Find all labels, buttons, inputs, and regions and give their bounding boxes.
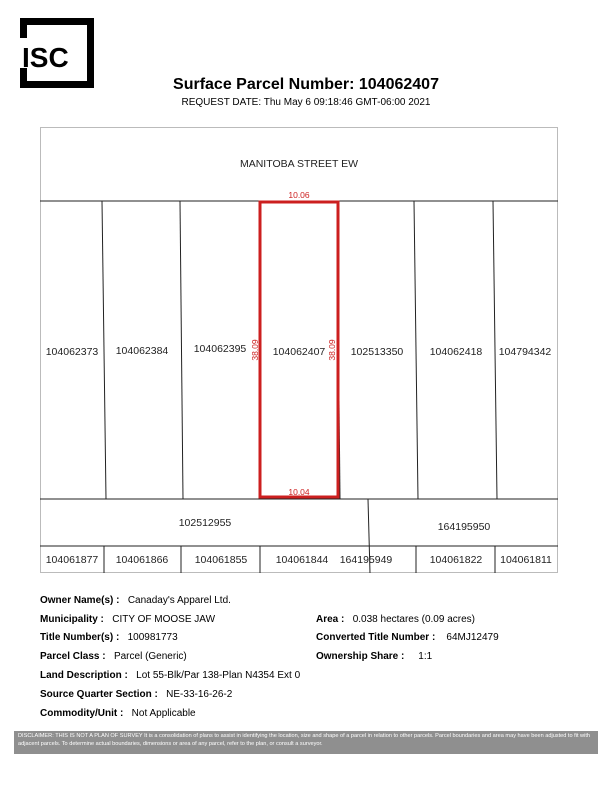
parcel-label[interactable]: 104794342 (498, 346, 552, 358)
area-label: Area : (316, 614, 345, 625)
parcel-label[interactable]: 104061811 (500, 554, 552, 566)
logo-text: ISC (22, 42, 69, 73)
ownership-share-label: Ownership Share : (316, 651, 405, 662)
title-number-value: 100981773 (127, 632, 178, 643)
request-date: REQUEST DATE: Thu May 6 09:18:46 GMT-06:00 2021 (181, 97, 431, 108)
title-number-label: Title Number(s) : (40, 632, 120, 643)
dimension-left: 38.09 (250, 339, 260, 361)
parcel-label[interactable]: 104062373 (45, 346, 99, 358)
parcel-label[interactable]: 164195950 (437, 521, 491, 533)
owner-row (40, 595, 231, 606)
parcel-label[interactable]: 104061866 (115, 554, 169, 566)
parcel-map (40, 127, 558, 573)
parcel-class-row (40, 651, 187, 662)
source-quarter-value: NE-33-16-26-2 (166, 689, 233, 700)
owner-label: Owner Name(s) : (40, 595, 120, 606)
municipality-value: CITY OF MOOSE JAW (112, 614, 216, 625)
parcel-label[interactable]: 104062384 (115, 345, 169, 357)
owner-value: Canaday's Apparel Ltd. (127, 595, 231, 606)
parcel-label[interactable]: 104061822 (429, 554, 483, 566)
commodity-row (40, 708, 196, 719)
converted-title-value: 64MJ12479 (446, 632, 499, 643)
parcel-label[interactable]: 104062395 (193, 343, 247, 355)
land-description-label: Land Description : (40, 670, 128, 681)
source-quarter-label: Source Quarter Section : (40, 689, 158, 700)
parcel-label[interactable]: 104061855 (194, 554, 248, 566)
title-number-row (40, 632, 178, 643)
parcel-label[interactable]: 104061844 (275, 554, 329, 566)
municipality-row (40, 614, 215, 625)
land-description-row (40, 670, 300, 681)
disclaimer-text: DISCLAIMER: THIS IS NOT A PLAN OF SURVEY It is a consolidation of plans to assist in identifying the location, size and shape of a parcel in relation to other parcels. Parcel boundaries and area may have been adjusted to fit with adjacent parcels. To determine actual boundaries, dimensions or area of any parcel, refer to the plan, or consult a surveyor. (18, 733, 591, 747)
disclaimer-bar (14, 731, 598, 754)
municipality-label: Municipality : (40, 614, 104, 625)
source-quarter-row (40, 689, 232, 700)
area-value: 0.038 hectares (0.09 acres) (352, 614, 475, 625)
ownership-share-value: 1:1 (418, 651, 433, 662)
dimension-right: 38.09 (327, 339, 337, 361)
subject-parcel-number[interactable]: 104062407 (272, 346, 326, 358)
dimension-bottom: 10.04 (288, 487, 310, 497)
parcel-class-value: Parcel (Generic) (113, 651, 187, 662)
parcel-label[interactable]: 102513350 (350, 346, 404, 358)
parcel-label[interactable]: 104062418 (429, 346, 483, 358)
commodity-value: Not Applicable (131, 708, 196, 719)
dimension-top: 10.06 (288, 190, 310, 200)
parcel-label[interactable]: 104061877 (45, 554, 99, 566)
page-title: Surface Parcel Number: 104062407 (173, 76, 439, 93)
converted-title-row (316, 632, 499, 643)
parcel-label[interactable]: 102512955 (178, 517, 232, 529)
area-row (316, 614, 475, 625)
converted-title-label: Converted Title Number : (316, 632, 436, 643)
street-label: MANITOBA STREET EW (239, 158, 359, 170)
commodity-label: Commodity/Unit : (40, 708, 124, 719)
ownership-share-row (316, 651, 432, 662)
land-description-value: Lot 55-Blk/Par 138-Plan N4354 Ext 0 (136, 670, 301, 681)
parcel-label[interactable]: 164195949 (339, 554, 393, 566)
parcel-class-label: Parcel Class : (40, 651, 106, 662)
